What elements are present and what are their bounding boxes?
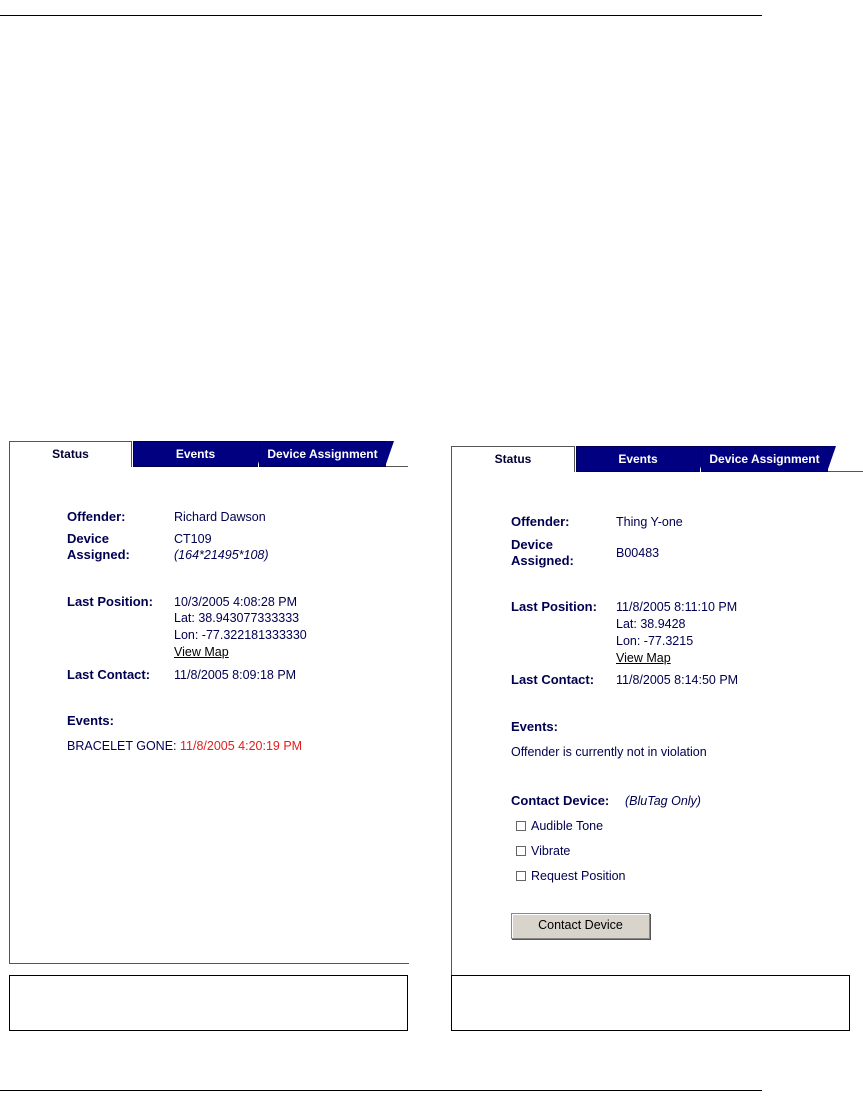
right-last-position-time: 11/8/2005 8:11:10 PM (616, 600, 738, 614)
right-device-label-2: Assigned: (511, 553, 574, 568)
vibrate-label: Vibrate (531, 844, 571, 858)
left-tab-device-assignment[interactable]: Device Assignment (259, 441, 386, 467)
right-lon: Lon: -77.3215 (616, 634, 694, 648)
left-lat: Lat: 38.943077333333 (174, 611, 300, 625)
request-position-option[interactable] (516, 869, 626, 883)
right-caption-box (451, 975, 850, 1031)
left-caption-box (9, 975, 408, 1031)
audible-tone-label: Audible Tone (531, 819, 604, 833)
left-last-contact-label: Last Contact: (67, 667, 151, 682)
left-event-time: 11/8/2005 4:20:19 PM (180, 739, 303, 753)
bottom-rule (0, 1090, 762, 1091)
right-tab-events[interactable]: Events (576, 446, 700, 472)
left-offender-label: Offender: (67, 509, 126, 524)
right-tab-device-assignment[interactable]: Device Assignment (701, 446, 828, 472)
right-tab-status[interactable]: Status (451, 446, 575, 472)
right-view-map-link[interactable]: View Map (616, 651, 671, 665)
left-lon: Lon: -77.322181333330 (174, 628, 307, 642)
right-offender-label: Offender: (511, 514, 570, 529)
left-last-position-time: 10/3/2005 4:08:28 PM (174, 595, 298, 609)
contact-device-button[interactable]: Contact Device (511, 913, 650, 939)
left-device-sub: (164*21495*108) (174, 548, 269, 562)
left-last-position-label: Last Position: (67, 594, 153, 609)
right-events-label: Events: (511, 719, 558, 734)
right-lat: Lat: 38.9428 (616, 617, 686, 631)
left-device-label-2: Assigned: (67, 547, 130, 562)
vibrate-option[interactable] (516, 844, 570, 858)
right-device-label-1: Device (511, 537, 553, 552)
left-event-name: BRACELET GONE: (67, 739, 177, 753)
right-offender-value: Thing Y-one (616, 515, 683, 529)
right-contact-device-note: (BluTag Only) (625, 794, 701, 808)
right-events-text: Offender is currently not in violation (511, 745, 707, 759)
right-contact-device-label: Contact Device: (511, 793, 610, 808)
top-rule (0, 15, 762, 16)
left-tab-events[interactable]: Events (133, 441, 258, 467)
right-device-value: B00483 (616, 546, 660, 560)
right-last-contact-label: Last Contact: (511, 672, 595, 687)
right-last-position-label: Last Position: (511, 599, 597, 614)
left-tab-status[interactable]: Status (9, 441, 132, 467)
left-device-label-1: Device (67, 531, 109, 546)
audible-tone-checkbox[interactable] (516, 821, 526, 831)
vibrate-checkbox[interactable] (516, 846, 526, 856)
request-position-label: Request Position (531, 869, 626, 883)
left-view-map-link[interactable]: View Map (174, 645, 229, 659)
request-position-checkbox[interactable] (516, 871, 526, 881)
right-last-contact-value: 11/8/2005 8:14:50 PM (616, 673, 739, 687)
left-event-row (67, 739, 302, 754)
left-events-label: Events: (67, 713, 114, 728)
left-offender-value: Richard Dawson (174, 510, 266, 524)
audible-tone-option[interactable] (516, 819, 603, 833)
left-device-value: CT109 (174, 532, 212, 546)
left-last-contact-value: 11/8/2005 8:09:18 PM (174, 668, 297, 682)
